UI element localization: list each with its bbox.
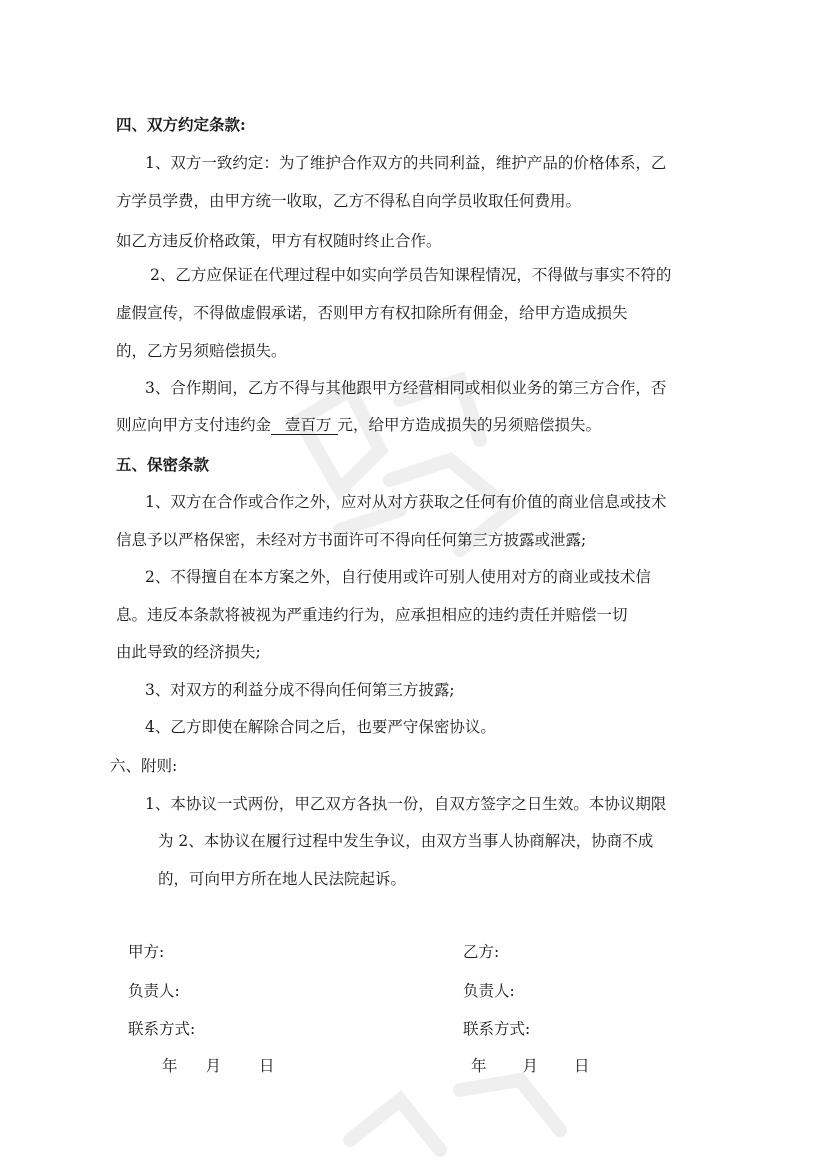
s5-p1-line2: 信息予以严格保密，未经对方书面许可不得向任何第三方披露或泄露; bbox=[116, 531, 587, 549]
s4-p1-line2: 方学员学费，由甲方统一收取，乙方不得私自向学员收取任何费用。 bbox=[116, 192, 582, 210]
s4-p1-line1: 1、双方一致约定：为了维护合作双方的共同利益，维护产品的价格体系，乙 bbox=[145, 154, 667, 172]
penalty-amount: 壹百万 bbox=[271, 416, 338, 435]
s5-p2-line1: 2、不得擅自在本方案之外，自行使用或许可别人使用对方的商业或技术信 bbox=[145, 568, 651, 586]
s6-p1-line3: 的，可向甲方所在地人民法院起诉。 bbox=[158, 870, 407, 888]
section-4-heading: 四、双方约定条款: bbox=[116, 115, 246, 134]
party-b-month: 月 bbox=[522, 1057, 539, 1075]
s4-p3-pre: 则应向甲方支付违约金 bbox=[116, 416, 272, 434]
s5-p3: 3、对双方的利益分成不得向任何第三方披露; bbox=[145, 681, 455, 699]
s4-p2-line1: 2、乙方应保证在代理过程中如实向学员告知课程情况，不得做与事实不符的 bbox=[150, 266, 672, 284]
s4-p3-post: 元，给甲方造成损失的另须赔偿损失。 bbox=[337, 416, 602, 434]
s5-p1-line1: 1、双方在合作或合作之外，应对从对方获取之任何有价值的商业信息或技术 bbox=[145, 493, 667, 511]
s5-p4: 4、乙方即使在解除合同之后，也要严守保密协议。 bbox=[145, 718, 496, 736]
party-b-year: 年 bbox=[471, 1057, 487, 1075]
s4-p1-line3: 如乙方违反价格政策，甲方有权随时终止合作。 bbox=[116, 232, 442, 250]
party-b-day: 日 bbox=[574, 1057, 590, 1075]
party-a-date bbox=[162, 1055, 275, 1077]
section-5-heading: 五、保密条款 bbox=[116, 455, 210, 474]
party-a-principal: 负责人: bbox=[128, 982, 180, 1000]
s4-p2-line2: 虚假宣传，不得做虚假承诺，否则甲方有权扣除所有佣金，给甲方造成损失 bbox=[116, 304, 628, 322]
party-a-label: 甲方: bbox=[128, 943, 165, 961]
party-b-date bbox=[471, 1055, 590, 1077]
party-a-day: 日 bbox=[259, 1057, 275, 1075]
party-a-contact: 联系方式: bbox=[128, 1020, 196, 1038]
party-a-year: 年 bbox=[162, 1057, 178, 1075]
party-b-principal: 负责人: bbox=[463, 982, 515, 1000]
party-b-contact: 联系方式: bbox=[463, 1020, 531, 1038]
s5-p2-line2: 息。违反本条款将被视为严重违约行为，应承担相应的违约责任并赔偿一切 bbox=[116, 606, 628, 624]
party-a-month: 月 bbox=[205, 1057, 222, 1075]
s6-p1-line1: 1、本协议一式两份，甲乙双方各执一份，自双方签字之日生效。本协议期限 bbox=[145, 795, 667, 813]
s5-p2-line3: 由此导致的经济损失; bbox=[116, 643, 261, 661]
s6-p1-line2: 为 2、本协议在履行过程中发生争议，由双方当事人协商解决，协商不成 bbox=[158, 832, 654, 850]
section-6-heading: 六、附则: bbox=[110, 757, 178, 775]
s4-p3-line1: 3、合作期间，乙方不得与其他跟甲方经营相同或相似业务的第三方合作，否 bbox=[145, 379, 667, 397]
party-b-label: 乙方: bbox=[463, 943, 500, 961]
s4-p3-line2 bbox=[116, 414, 601, 436]
s4-p2-line3: 的，乙方另须赔偿损失。 bbox=[116, 342, 287, 360]
